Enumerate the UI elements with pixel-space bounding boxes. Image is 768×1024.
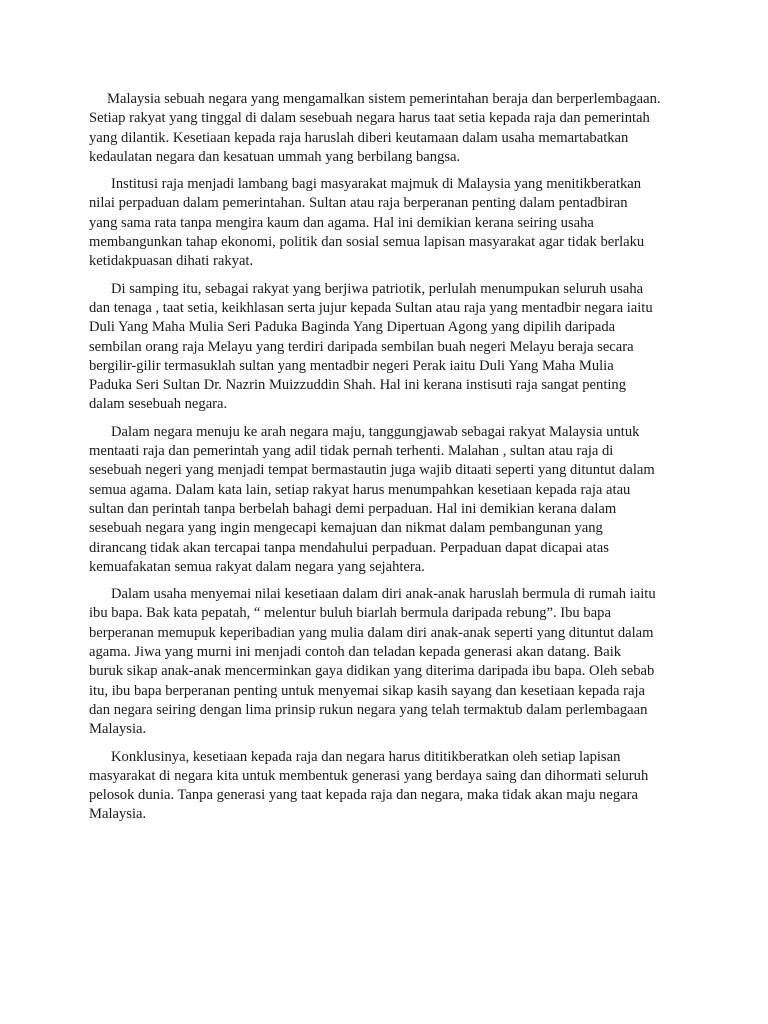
paragraph-2: Institusi raja menjadi lambang bagi masyarakat majmuk di Malaysia yang menitikberatkan nilai perpaduan dalam pemerintahan. Sultan atau raja berperanan penting dalam pentadbiran yang sama rata tanpa mengira kaum dan agama. Hal ini demikian kerana seiring usaha membangunkan tahap ekonomi, politik dan sosial semua lapisan masyarakat agar tidak berlaku ketidakpuasan dihati rakyat. [89, 176, 645, 270]
paragraph-5: Dalam usaha menyemai nilai kesetiaan dalam diri anak-anak haruslah bermula di rumah iaitu ibu bapa. Bak kata pepatah, “ melentur buluh biarlah bermula daripada rebung”. Ibu bapa berperanan memupuk keperibadian yang mulia dalam diri anak-anak seperti yang dituntut dalam agama. Jiwa yang murni ini menjadi contoh dan teladan kepada generasi akan datang. Baik buruk sikap anak-anak mencerminkan gaya didikan yang diterima daripada ibu bapa. Oleh sebab itu, ibu bapa berperanan penting untuk menyemai sikap kasih sayang dan kesetiaan kepada raja dan negara seiring dengan lima prinsip rukun negara yang telah termaktub dalam perlembagaan Malaysia. [89, 586, 656, 738]
paragraph-1: Malaysia sebuah negara yang mengamalkan sistem pemerintahan beraja dan berperlembagaan. Setiap rakyat yang tinggal di dalam sesebuah negara harus taat setia kepada raja dan pemerintah yang dilantik. Kesetiaan kepada raja haruslah diberi keutamaan dalam usaha memartabatkan kedaulatan negara dan kesatuan ummah yang berbilang bangsa. [89, 91, 661, 165]
paragraph-4: Dalam negara menuju ke arah negara maju, tanggungjawab sebagai rakyat Malaysia untuk mentaati raja dan pemerintah yang adil tidak pernah terhenti. Malahan , sultan atau raja di sesebuah negeri yang menjadi tempat bermastautin juga wajib ditaati seperti yang dituntut dalam semua agama. Dalam kata lain, setiap rakyat harus menumpahkan kesetiaan kepada raja atau sultan dan perintah tanpa berbelah bahagi demi perpaduan. Hal ini demikian kerana dalam sesebuah negara yang ingin mengecapi kemajuan dan nikmat dalam pembangunan yang dirancang tidak akan tercapai tanpa mendahului perpaduan. Perpaduan dapat dicapai atas kemuafakatan semua rakyat dalam negara yang sejahtera. [89, 423, 655, 575]
paragraph-3: Di samping itu, sebagai rakyat yang berjiwa patriotik, perlulah menumpukan seluruh usaha dan tenaga , taat setia, keikhlasan serta jujur kepada Sultan atau raja yang mentadbir negara iaitu Duli Yang Maha Mulia Seri Paduka Baginda Yang Dipertuan Agong yang dipilih daripada sembilan orang raja Melayu yang terdiri daripada sembilan buah negeri Melayu beraja secara bergilir-gilir termasuklah sultan yang mentadbir negeri Perak iaitu Duli Yang Maha Mulia Paduka Seri Sultan Dr. Nazrin Muizzuddin Shah. Hal ini kerana instisuti raja sangat penting dalam sesebuah negara. [89, 280, 653, 413]
document-body [89, 90, 691, 833]
paragraph-6: Konklusinya, kesetiaan kepada raja dan negara harus dititikberatkan oleh setiap lapisan masyarakat di negara kita untuk membentuk generasi yang berdaya saing dan dihormati seluruh pelosok dunia. Tanpa generasi yang taat kepada raja dan negara, maka tidak akan maju negara Malaysia. [89, 748, 649, 823]
